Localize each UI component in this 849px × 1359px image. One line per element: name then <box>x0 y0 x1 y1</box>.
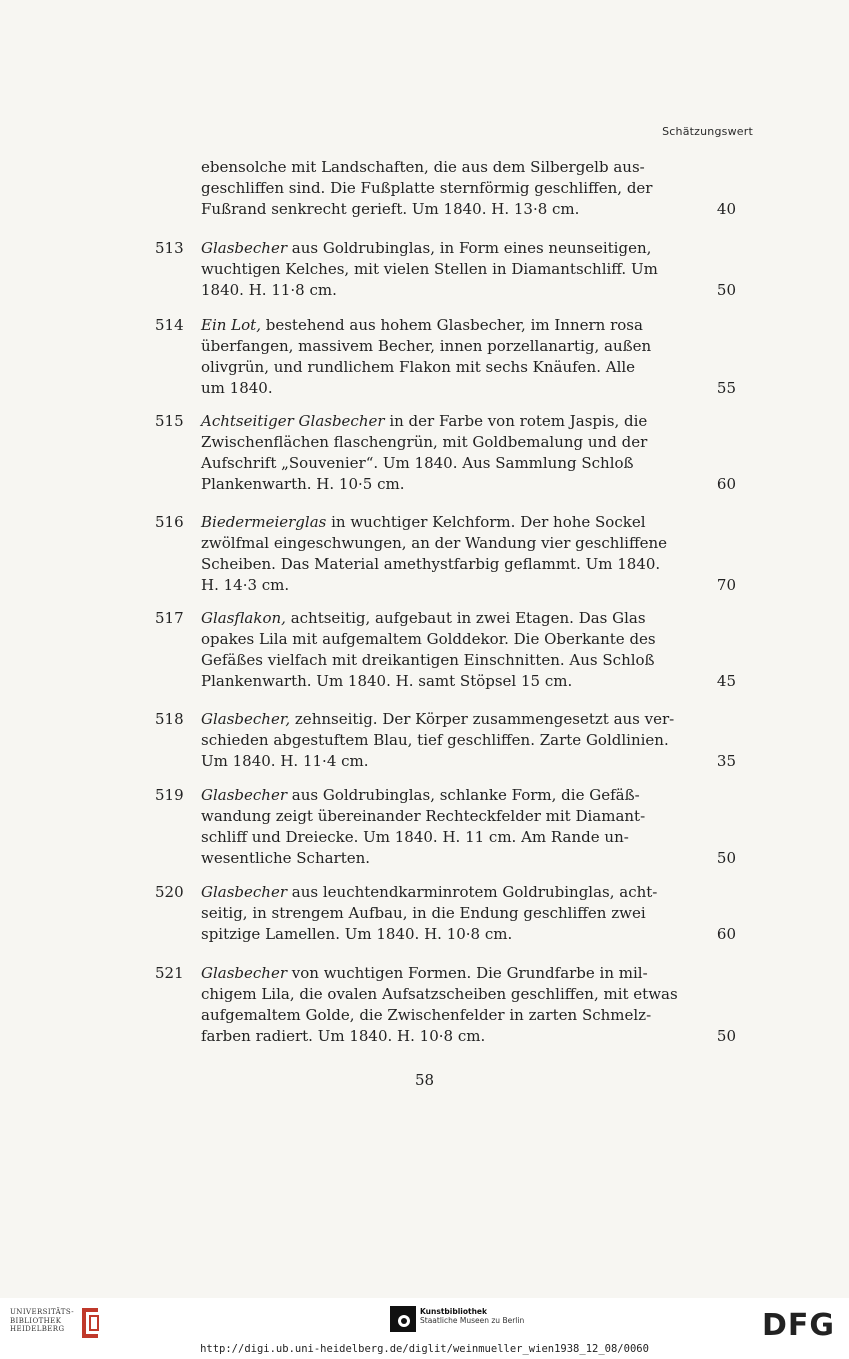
lot-number: 517 <box>155 609 184 627</box>
lot-text: in wuchtiger Kelchform. Der hohe Sockel zwölfmal eingeschwungen, an der Wandung vier geschliffene Scheiben. Das Material amethystfarbig geflammt. Um 1840. H. 14·3 cm. <box>201 513 668 594</box>
lot-title: Glasbecher <box>201 883 288 901</box>
kunstbibliothek-subtitle: Staatliche Museen zu Berlin <box>420 1316 525 1325</box>
estimate-value: 70 <box>716 576 736 594</box>
estimate-value: 50 <box>716 849 736 867</box>
university-library-name <box>10 1308 74 1334</box>
lot-title: Glasbecher <box>201 239 288 257</box>
estimate-value: 60 <box>716 475 736 493</box>
lot-number: 519 <box>155 786 184 804</box>
estimate-value: 45 <box>716 672 736 690</box>
lot-title: Biedermeierglas <box>201 513 327 531</box>
lot-text: von wuchtigen Formen. Die Grundfarbe in mil- chigem Lila, die ovalen Aufsatzscheiben geschliffen, mit etwas aufgemaltem Golde, die Zwischenfelder in zarten Schmelz- farben radiert. Um 1840. H. 10·8 cm. <box>201 964 678 1045</box>
lot-text: in der Farbe von rotem Jaspis, die Zwischenflächen flaschengrün, mit Goldbemalung und der Aufschrift „Souvenier“. Um 1840. Aus Sammlung Schloß Plankenwarth. H. 10·5 cm. <box>201 412 648 493</box>
lot-title: Ein Lot, <box>201 316 261 334</box>
lot-text: zehnseitig. Der Körper zusammengesetzt aus ver- schieden abgestuftem Blau, tief geschliffen. Zarte Goldlinien. Um 1840. H. 11·4 cm. <box>201 710 675 770</box>
kunstbibliothek-name: Kunstbibliothek <box>420 1307 488 1316</box>
page-number: 58 <box>414 1071 435 1089</box>
university-library-text: UNIVERSITÄTS- BIBLIOTHEK HEIDELBERG <box>10 1308 75 1333</box>
estimate-value: 35 <box>716 752 736 770</box>
lot-description <box>201 238 681 301</box>
dfg-logo: DFG <box>761 1308 835 1343</box>
lot-title: Glasflakon, <box>201 609 286 627</box>
estimate-value: 40 <box>716 200 736 218</box>
lot-description <box>201 963 681 1047</box>
footer-bar <box>0 1298 849 1359</box>
column-header-estimate: Schätzungswert <box>662 125 753 138</box>
lot-number: 520 <box>155 883 184 901</box>
kunstbibliothek-text <box>420 1307 524 1325</box>
lot-description <box>201 709 681 772</box>
lot-description <box>201 512 681 596</box>
lot-text: achtseitig, aufgebaut in zwei Etagen. Das Glas opakes Lila mit aufgemaltem Golddekor. Die Oberkante des Gefäßes vielfach mit dreikantigen Einschnitten. Aus Schloß Plankenwarth. Um 1840. H. samt Stöpsel 15 cm. <box>201 609 656 690</box>
lot-text: ebensolche mit Landschaften, die aus dem Silbergelb aus- geschliffen sind. Die Fußplatte sternförmig geschliffen, der Fußrand senkrecht gerieft. Um 1840. H. 13·8 cm. <box>201 158 653 218</box>
source-url-link[interactable]: http://digi.ub.uni-heidelberg.de/diglit/weinmueller_wien1938_12_08/0060 <box>200 1343 649 1355</box>
estimate-value: 50 <box>716 281 736 299</box>
estimate-value: 60 <box>716 925 736 943</box>
lot-number: 513 <box>155 239 184 257</box>
lot-text: aus Goldrubinglas, schlanke Form, die Gefäß- wandung zeigt übereinander Rechteckfelder mit Diamant- schliff und Dreiecke. Um 1840. H. 11 cm. Am Rande un- wesentliche Scharten. <box>201 786 646 867</box>
lot-title: Glasbecher <box>201 786 288 804</box>
lot-description <box>201 785 681 869</box>
lot-description <box>201 411 681 495</box>
lot-number: 514 <box>155 316 184 334</box>
lot-number: 515 <box>155 412 184 430</box>
lot-text: aus Goldrubinglas, in Form eines neunseitigen, wuchtigen Kelches, mit vielen Stellen in Diamantschliff. Um 1840. H. 11·8 cm. <box>201 239 658 299</box>
lot-title: Achtseitiger Glasbecher <box>201 412 385 430</box>
lot-description <box>201 882 681 945</box>
lot-number: 516 <box>155 513 184 531</box>
lot-description <box>201 315 681 399</box>
lot-title: Glasbecher, <box>201 710 291 728</box>
lot-description <box>201 608 681 692</box>
lot-number: 518 <box>155 710 184 728</box>
estimate-value: 55 <box>716 379 736 397</box>
university-logo-icon <box>78 1306 102 1340</box>
lot-title: Glasbecher <box>201 964 288 982</box>
estimate-value: 50 <box>716 1027 736 1045</box>
kunstbibliothek-logo-icon <box>390 1306 416 1332</box>
lot-description <box>201 157 681 220</box>
lot-text: aus leuchtendkarminrotem Goldrubinglas, acht- seitig, in strengem Aufbau, in die Endung geschliffen zwei spitzige Lamellen. Um 1840. H. 10·8 cm. <box>201 883 658 943</box>
lot-number: 521 <box>155 964 184 982</box>
lot-text: bestehend aus hohem Glasbecher, im Innern rosa überfangen, massivem Becher, innen porzellanartig, außen olivgrün, und rundlichem Flakon mit sechs Knäufen. Alle um 1840. <box>201 316 652 397</box>
